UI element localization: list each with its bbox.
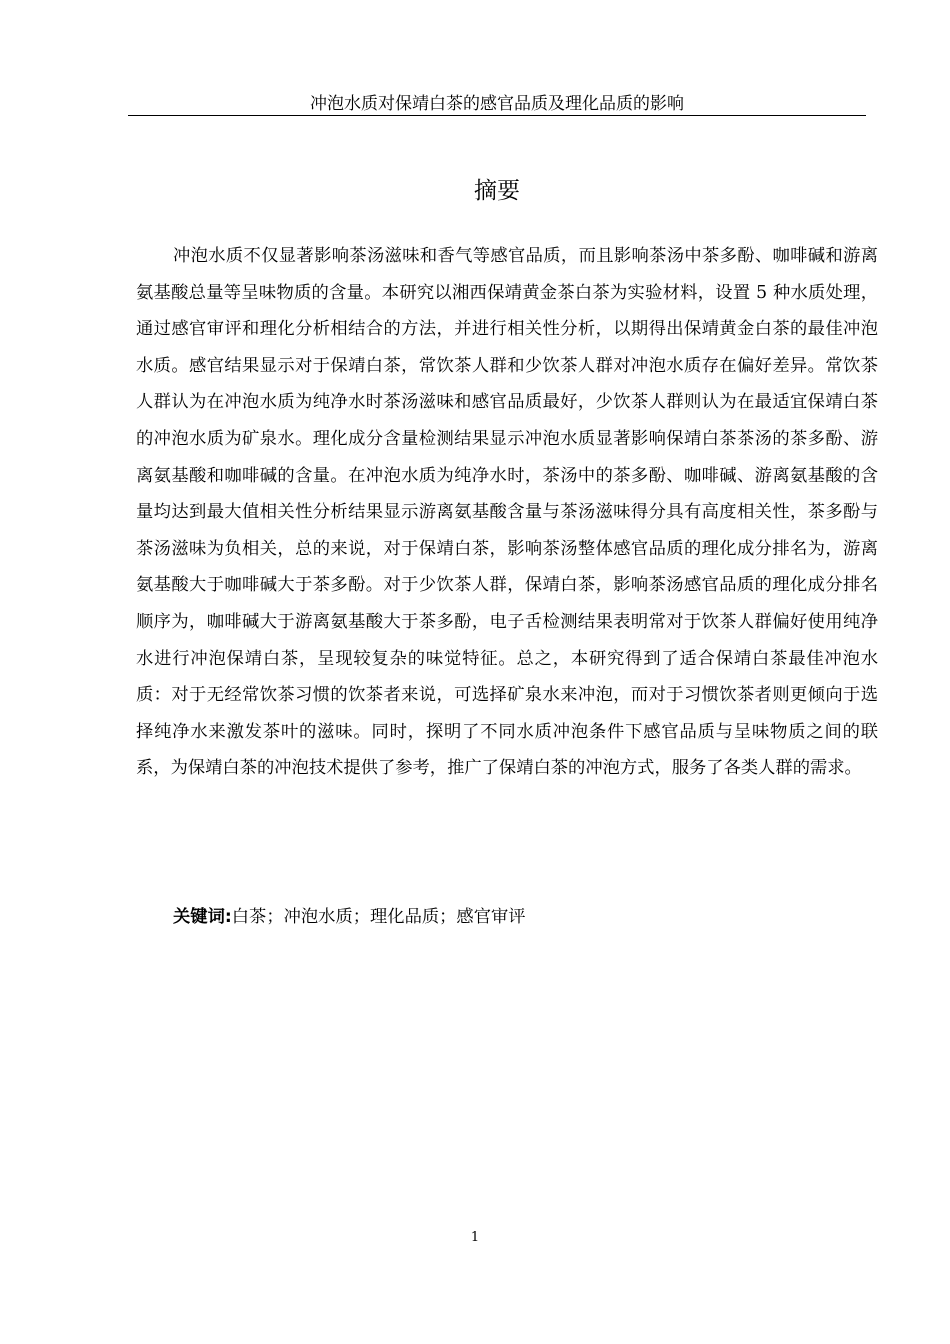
header-rule [128, 115, 866, 116]
keywords-line [173, 899, 526, 935]
page-number: 1 [470, 1230, 480, 1245]
keywords-list: 白茶；冲泡水质；理化品质；感官审评 [231, 907, 526, 927]
abstract-body: 冲泡水质不仅显著影响茶汤滋味和香气等感官品质，而且影响茶汤中茶多酚、咖啡碱和游离氨基酸总量等呈味物质的含量。本研究以湘西保靖黄金茶白茶为实验材料，设置 5 种水质处理，通过感官审评和理化分析相结合的方法，并进行相关性分析，以期得出保靖黄金白茶的最佳冲泡水质。感官结果显示对于保靖白茶，常饮茶人群和少饮茶人群对冲泡水质存在偏好差异。常饮茶人群认为在冲泡水质为纯净水时茶汤滋味和感官品质最好，少饮茶人群则认为在最适宜保靖白茶的冲泡水质为矿泉水。理化成分含量检测结果显示冲泡水质显著影响保靖白茶茶汤的茶多酚、游离氨基酸和咖啡碱的含量。在冲泡水质为纯净水时，茶汤中的茶多酚、咖啡碱、游离氨基酸的含量均达到最大值相关性分析结果显示游离氨基酸含量与茶汤滋味得分具有高度相关性，茶多酚与茶汤滋味为负相关，总的来说，对于保靖白茶，影响茶汤整体感官品质的理化成分排名为，游离氨基酸大于咖啡碱大于茶多酚。对于少饮茶人群，保靖白茶，影响茶汤感官品质的理化成分排名顺序为，咖啡碱大于游离氨基酸大于茶多酚，电子舌检测结果表明常对于饮茶人群偏好使用纯净水进行冲泡保靖白茶，呈现较复杂的味觉特征。总之，本研究得到了适合保靖白茶最佳冲泡水质：对于无经常饮茶习惯的饮茶者来说，可选择矿泉水来冲泡，而对于习惯饮茶者则更倾向于选择纯净水来激发茶叶的滋味。同时，探明了不同水质冲泡条件下感官品质与呈味物质之间的联系，为保靖白茶的冲泡技术提供了参考，推广了保靖白茶的冲泡方式，服务了各类人群的需求。 [136, 246, 878, 779]
keywords-label: 关键词: [173, 907, 232, 927]
abstract-title: 摘要 [474, 178, 520, 204]
running-header-title: 冲泡水质对保靖白茶的感官品质及理化品质的影响 [310, 94, 684, 114]
